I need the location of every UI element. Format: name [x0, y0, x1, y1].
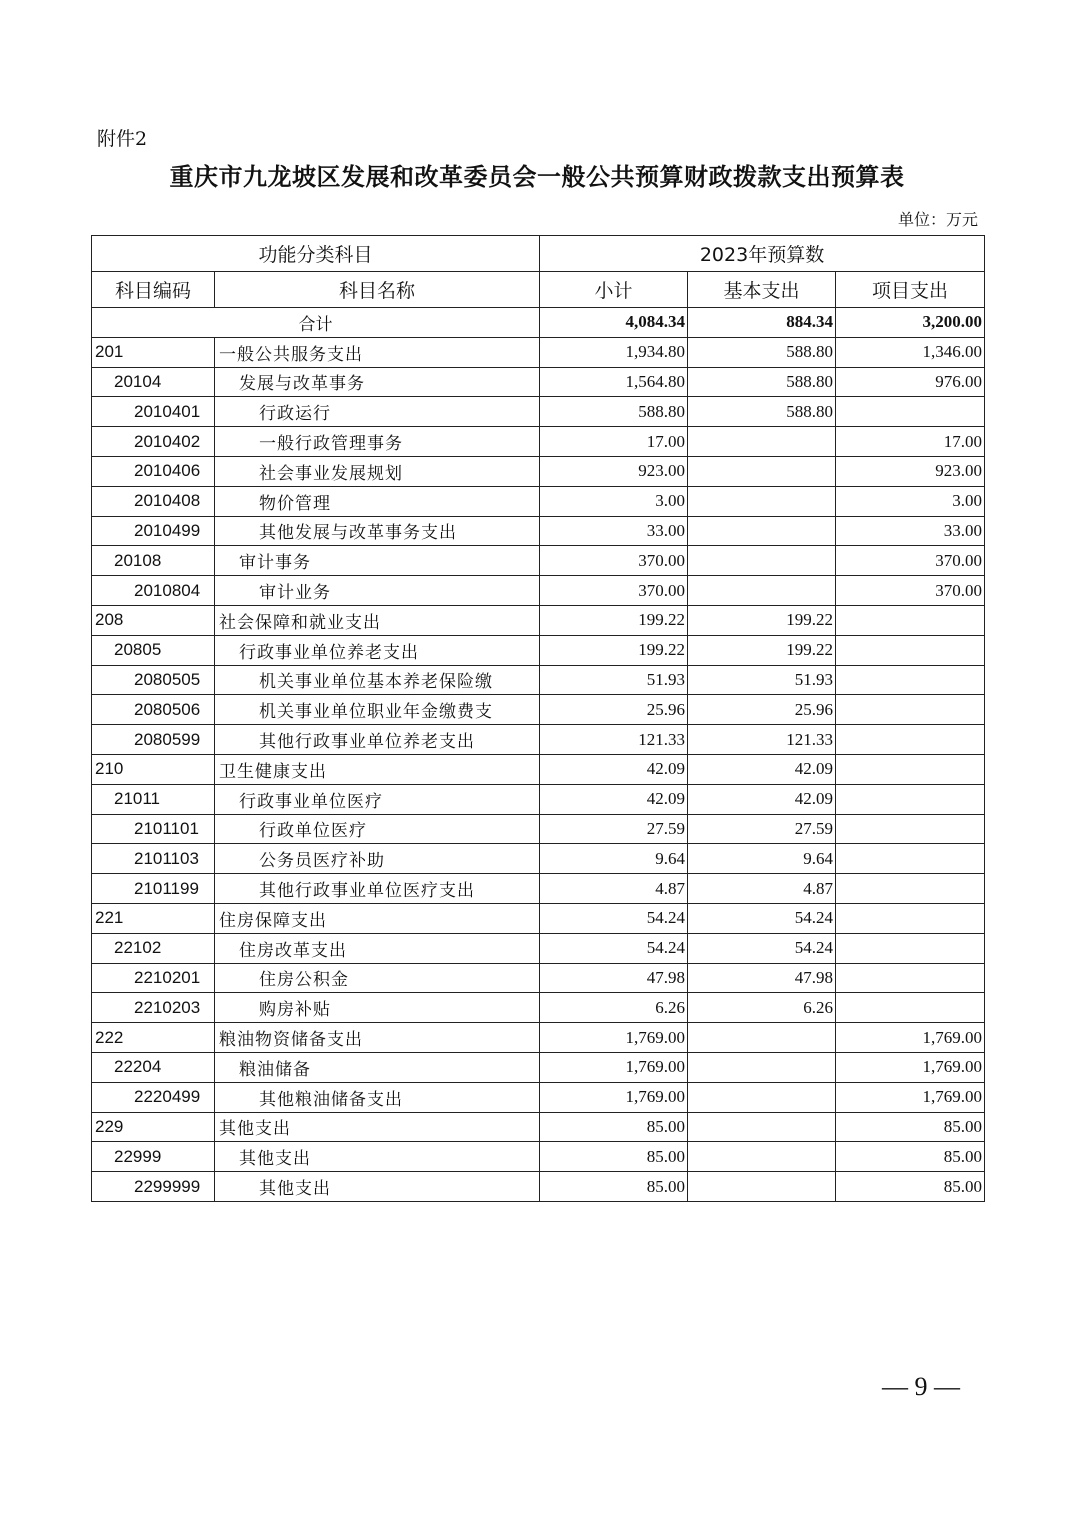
row-name: 住房改革支出 — [215, 933, 540, 963]
row-subtotal: 9.64 — [540, 844, 688, 874]
row-subtotal: 25.96 — [540, 695, 688, 725]
row-code: 2010499 — [92, 516, 215, 546]
table-row — [92, 337, 985, 367]
row-basic: 54.24 — [688, 933, 836, 963]
total-project: 3,200.00 — [836, 308, 985, 338]
table-row — [92, 516, 985, 546]
row-project — [836, 695, 985, 725]
row-subtotal: 199.22 — [540, 605, 688, 635]
row-subtotal: 4.87 — [540, 874, 688, 904]
row-basic: 6.26 — [688, 993, 836, 1023]
row-name: 一般公共服务支出 — [215, 337, 540, 367]
row-subtotal: 33.00 — [540, 516, 688, 546]
row-subtotal: 199.22 — [540, 635, 688, 665]
row-subtotal: 6.26 — [540, 993, 688, 1023]
row-basic — [688, 427, 836, 457]
row-subtotal: 51.93 — [540, 665, 688, 695]
row-name: 购房补贴 — [215, 993, 540, 1023]
row-project: 370.00 — [836, 546, 985, 576]
row-basic: 588.80 — [688, 367, 836, 397]
row-code: 2101103 — [92, 844, 215, 874]
row-name: 粮油储备 — [215, 1052, 540, 1082]
table-row — [92, 1082, 985, 1112]
code-column-header: 科目编码 — [92, 272, 215, 308]
row-name: 卫生健康支出 — [215, 754, 540, 784]
attachment-label: 附件2 — [97, 128, 148, 150]
row-project: 85.00 — [836, 1112, 985, 1142]
table-row — [92, 844, 985, 874]
row-project: 1,769.00 — [836, 1052, 985, 1082]
row-project — [836, 933, 985, 963]
table-row — [92, 456, 985, 486]
row-project: 1,769.00 — [836, 1082, 985, 1112]
table-row — [92, 486, 985, 516]
row-project: 370.00 — [836, 576, 985, 606]
table-row — [92, 1142, 985, 1172]
row-subtotal: 85.00 — [540, 1112, 688, 1142]
row-project — [836, 665, 985, 695]
row-project — [836, 605, 985, 635]
row-subtotal: 42.09 — [540, 754, 688, 784]
row-project: 33.00 — [836, 516, 985, 546]
row-name: 审计业务 — [215, 576, 540, 606]
row-name: 公务员医疗补助 — [215, 844, 540, 874]
row-project — [836, 784, 985, 814]
table-row — [92, 576, 985, 606]
row-name: 其他行政事业单位医疗支出 — [215, 874, 540, 904]
row-subtotal: 1,769.00 — [540, 1052, 688, 1082]
row-name: 行政事业单位养老支出 — [215, 635, 540, 665]
row-project — [836, 725, 985, 755]
row-code: 20104 — [92, 367, 215, 397]
row-subtotal: 85.00 — [540, 1142, 688, 1172]
row-name: 住房公积金 — [215, 963, 540, 993]
row-project: 85.00 — [836, 1172, 985, 1202]
row-basic — [688, 546, 836, 576]
row-code: 2080505 — [92, 665, 215, 695]
row-basic — [688, 516, 836, 546]
row-basic: 27.59 — [688, 814, 836, 844]
row-code: 210 — [92, 754, 215, 784]
row-code: 201 — [92, 337, 215, 367]
row-name: 物价管理 — [215, 486, 540, 516]
row-code: 22102 — [92, 933, 215, 963]
row-code: 2299999 — [92, 1172, 215, 1202]
table-row — [92, 903, 985, 933]
row-name: 粮油物资储备支出 — [215, 1023, 540, 1053]
row-subtotal: 27.59 — [540, 814, 688, 844]
row-project — [836, 874, 985, 904]
row-project: 1,346.00 — [836, 337, 985, 367]
column-header-row — [92, 272, 985, 308]
page-title: 重庆市九龙坡区发展和改革委员会一般公共预算财政拨款支出预算表 — [169, 162, 905, 191]
row-basic: 121.33 — [688, 725, 836, 755]
row-code: 229 — [92, 1112, 215, 1142]
row-code: 2010401 — [92, 397, 215, 427]
row-code: 2101101 — [92, 814, 215, 844]
row-code: 2210203 — [92, 993, 215, 1023]
row-basic: 588.80 — [688, 397, 836, 427]
table-row — [92, 427, 985, 457]
page-number: — 9 — — [882, 1372, 960, 1401]
row-code: 2010804 — [92, 576, 215, 606]
table-row — [92, 635, 985, 665]
row-project: 923.00 — [836, 456, 985, 486]
table-row — [92, 874, 985, 904]
row-project: 17.00 — [836, 427, 985, 457]
row-name: 行政运行 — [215, 397, 540, 427]
row-project: 3.00 — [836, 486, 985, 516]
row-name: 社会保障和就业支出 — [215, 605, 540, 635]
table-row — [92, 784, 985, 814]
row-project — [836, 754, 985, 784]
row-subtotal: 121.33 — [540, 725, 688, 755]
table-row — [92, 665, 985, 695]
row-basic — [688, 1172, 836, 1202]
row-code: 2210201 — [92, 963, 215, 993]
row-code: 20805 — [92, 635, 215, 665]
row-subtotal: 588.80 — [540, 397, 688, 427]
table-row — [92, 814, 985, 844]
row-basic: 51.93 — [688, 665, 836, 695]
row-name: 行政事业单位医疗 — [215, 784, 540, 814]
row-basic: 25.96 — [688, 695, 836, 725]
row-basic — [688, 1052, 836, 1082]
row-subtotal: 1,769.00 — [540, 1082, 688, 1112]
basic-column-header: 基本支出 — [688, 272, 836, 308]
row-name: 其他粮油储备支出 — [215, 1082, 540, 1112]
total-label: 合计 — [92, 308, 540, 338]
row-subtotal: 42.09 — [540, 784, 688, 814]
row-code: 2080506 — [92, 695, 215, 725]
row-subtotal: 1,564.80 — [540, 367, 688, 397]
table-row — [92, 1023, 985, 1053]
row-project — [836, 903, 985, 933]
row-subtotal: 1,769.00 — [540, 1023, 688, 1053]
row-name: 其他支出 — [215, 1172, 540, 1202]
row-basic — [688, 456, 836, 486]
row-basic — [688, 1082, 836, 1112]
row-project — [836, 814, 985, 844]
row-code: 2010408 — [92, 486, 215, 516]
row-subtotal: 54.24 — [540, 933, 688, 963]
row-subtotal: 85.00 — [540, 1172, 688, 1202]
table-row — [92, 605, 985, 635]
row-code: 208 — [92, 605, 215, 635]
row-name: 住房保障支出 — [215, 903, 540, 933]
row-project — [836, 844, 985, 874]
table-row — [92, 397, 985, 427]
group-header-row — [92, 236, 985, 272]
row-code: 20108 — [92, 546, 215, 576]
subtotal-column-header: 小计 — [540, 272, 688, 308]
row-name: 其他支出 — [215, 1142, 540, 1172]
row-basic: 199.22 — [688, 635, 836, 665]
total-row — [92, 308, 985, 338]
row-name: 其他支出 — [215, 1112, 540, 1142]
row-basic — [688, 1142, 836, 1172]
table-row — [92, 754, 985, 784]
row-code: 2080599 — [92, 725, 215, 755]
row-name: 机关事业单位基本养老保险缴 — [215, 665, 540, 695]
classification-group-header: 功能分类科目 — [92, 236, 540, 272]
row-basic — [688, 486, 836, 516]
row-subtotal: 370.00 — [540, 546, 688, 576]
row-subtotal: 370.00 — [540, 576, 688, 606]
row-name: 机关事业单位职业年金缴费支 — [215, 695, 540, 725]
budget-table — [91, 235, 985, 1202]
row-code: 222 — [92, 1023, 215, 1053]
table-row — [92, 725, 985, 755]
row-basic — [688, 1023, 836, 1053]
row-name: 审计事务 — [215, 546, 540, 576]
row-name: 一般行政管理事务 — [215, 427, 540, 457]
table-row — [92, 963, 985, 993]
row-name: 其他发展与改革事务支出 — [215, 516, 540, 546]
row-name: 发展与改革事务 — [215, 367, 540, 397]
row-subtotal: 1,934.80 — [540, 337, 688, 367]
total-basic: 884.34 — [688, 308, 836, 338]
row-subtotal: 3.00 — [540, 486, 688, 516]
row-code: 2220499 — [92, 1082, 215, 1112]
row-project — [836, 993, 985, 1023]
row-name: 社会事业发展规划 — [215, 456, 540, 486]
row-name: 行政单位医疗 — [215, 814, 540, 844]
row-basic: 4.87 — [688, 874, 836, 904]
row-project: 85.00 — [836, 1142, 985, 1172]
total-subtotal: 4,084.34 — [540, 308, 688, 338]
table-row — [92, 367, 985, 397]
row-subtotal: 54.24 — [540, 903, 688, 933]
table-row — [92, 1052, 985, 1082]
row-basic: 47.98 — [688, 963, 836, 993]
row-basic: 588.80 — [688, 337, 836, 367]
row-subtotal: 923.00 — [540, 456, 688, 486]
table-row — [92, 993, 985, 1023]
row-code: 2010402 — [92, 427, 215, 457]
row-project: 976.00 — [836, 367, 985, 397]
row-basic: 199.22 — [688, 605, 836, 635]
table-row — [92, 1112, 985, 1142]
row-basic — [688, 1112, 836, 1142]
row-code: 2101199 — [92, 874, 215, 904]
row-basic: 9.64 — [688, 844, 836, 874]
row-name: 其他行政事业单位养老支出 — [215, 725, 540, 755]
row-code: 21011 — [92, 784, 215, 814]
row-subtotal: 47.98 — [540, 963, 688, 993]
row-project — [836, 397, 985, 427]
budget-group-header: 2023年预算数 — [540, 236, 985, 272]
row-subtotal: 17.00 — [540, 427, 688, 457]
table-row — [92, 546, 985, 576]
table-row — [92, 695, 985, 725]
row-project — [836, 963, 985, 993]
row-code: 22204 — [92, 1052, 215, 1082]
project-column-header: 项目支出 — [836, 272, 985, 308]
row-project — [836, 635, 985, 665]
unit-label: 单位：万元 — [897, 210, 978, 229]
table-row — [92, 933, 985, 963]
row-basic: 54.24 — [688, 903, 836, 933]
row-code: 22999 — [92, 1142, 215, 1172]
row-code: 221 — [92, 903, 215, 933]
row-project: 1,769.00 — [836, 1023, 985, 1053]
name-column-header: 科目名称 — [215, 272, 540, 308]
row-basic — [688, 576, 836, 606]
row-basic: 42.09 — [688, 784, 836, 814]
table-row — [92, 1172, 985, 1202]
row-code: 2010406 — [92, 456, 215, 486]
row-basic: 42.09 — [688, 754, 836, 784]
